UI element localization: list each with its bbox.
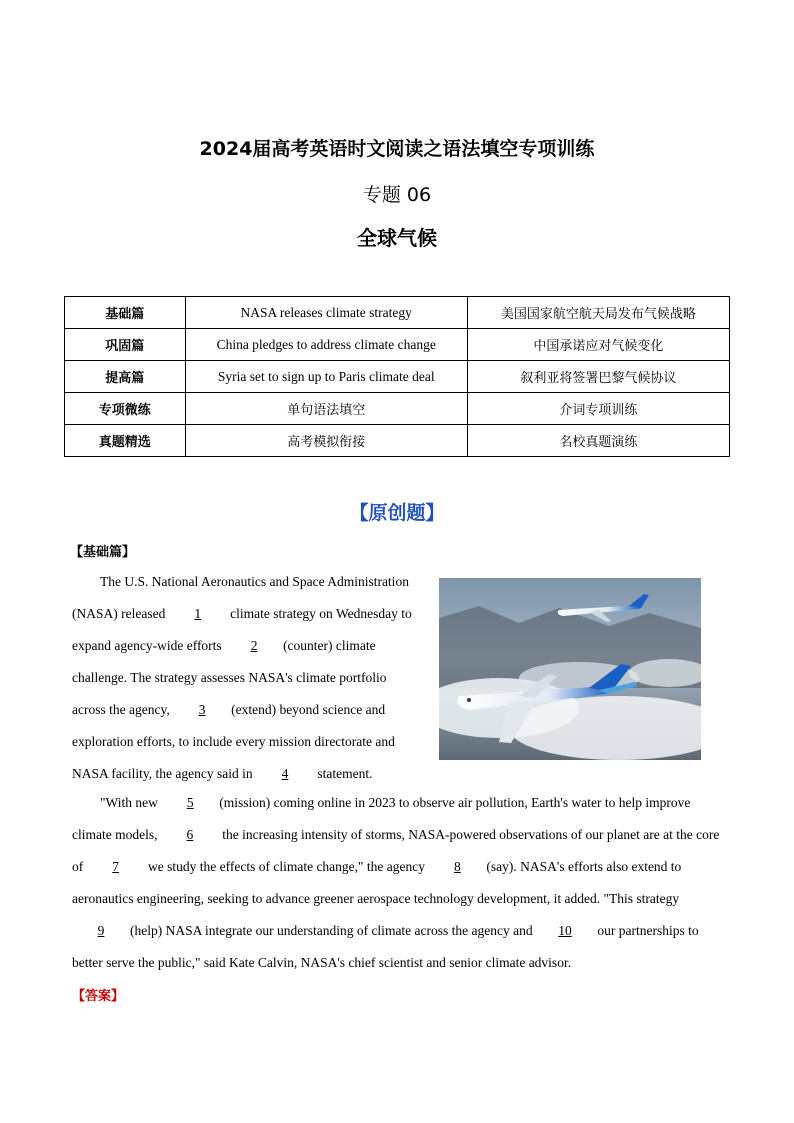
english-title-cell: Syria set to sign up to Paris climate deal [185,361,467,393]
passage-text: our partnerships to better serve the public," said Kate Calvin, NASA's chief scientist and senior climate advisor. [72,923,699,970]
table-row [65,297,730,329]
passage-paragraph-1 [72,566,422,790]
blank-7: 7 [112,859,119,874]
english-title-cell: China pledges to address climate change [185,329,467,361]
english-title-cell: NASA releases climate strategy [185,297,467,329]
blank-10: 10 [558,923,572,938]
chinese-title-cell: 美国国家航空航天局发布气候战略 [467,297,729,329]
passage-text: (mission) coming online in 2023 to observe air pollution, Earth's water to help improve climate models, [72,795,691,842]
english-title-cell: 高考模拟衔接 [185,425,467,457]
table-row [65,425,730,457]
blank-3: 3 [198,702,206,717]
level-cell: 专项微练 [65,393,186,425]
passage-text: (counter) climate challenge. The strategy assesses NASA's climate portfolio across the agency, [72,638,387,717]
answer-label: 【答案】 [72,989,125,1004]
blank-5: 5 [186,795,194,810]
passage-paragraph-2 [72,787,722,979]
chinese-title-cell: 介词专项训练 [467,393,729,425]
blank-4: 4 [281,766,289,781]
chinese-title-cell: 叙利亚将签署巴黎气候协议 [467,361,729,393]
section-heading: 【原创题】 [349,502,445,524]
passage-text: statement. [313,766,373,781]
chinese-title-cell: 名校真题演练 [467,425,729,457]
aircraft-photo [439,578,701,760]
blank-1: 1 [194,606,202,621]
passage-text: The U.S. National Aeronautics and Space Administration (NASA) released [72,574,409,621]
document-title: 2024届高考英语时文阅读之语法填空专项训练 [199,138,595,160]
english-title-cell: 单句语法填空 [185,393,467,425]
document-subtitle: 专题 06 [362,184,432,206]
level-cell: 提高篇 [65,361,186,393]
table-row [65,361,730,393]
chinese-title-cell: 中国承诺应对气候变化 [467,329,729,361]
document-topic: 全球气候 [357,226,437,250]
contents-table [64,296,730,457]
level-cell: 真题精选 [65,425,186,457]
blank-9: 9 [97,923,105,938]
blank-2: 2 [250,638,258,653]
passage-text: climate strategy on Wednesday to expand agency-wide efforts [72,606,412,653]
passage-text: we study the effects of climate change," the agency [144,859,429,874]
passage-text: (say). NASA's efforts also extend to aeronautics engineering, seeking to advance greener aerospace technology development, it added. "This strategy [72,859,682,906]
passage-text: (help) NASA integrate our understanding of climate across the agency and [130,923,536,938]
part-label: 【基础篇】 [70,545,136,560]
level-cell: 基础篇 [65,297,186,329]
blank-6: 6 [186,827,194,842]
table-row [65,329,730,361]
table-row [65,393,730,425]
blank-8: 8 [454,859,461,874]
passage-text: "With new [100,795,162,810]
level-cell: 巩固篇 [65,329,186,361]
passage-text: (extend) beyond science and exploration efforts, to include every mission directorate and NASA facility, the agency said in [72,702,395,781]
passage-text: the increasing intensity of storms, NASA-powered observations of our planet are at the core of [72,827,720,874]
